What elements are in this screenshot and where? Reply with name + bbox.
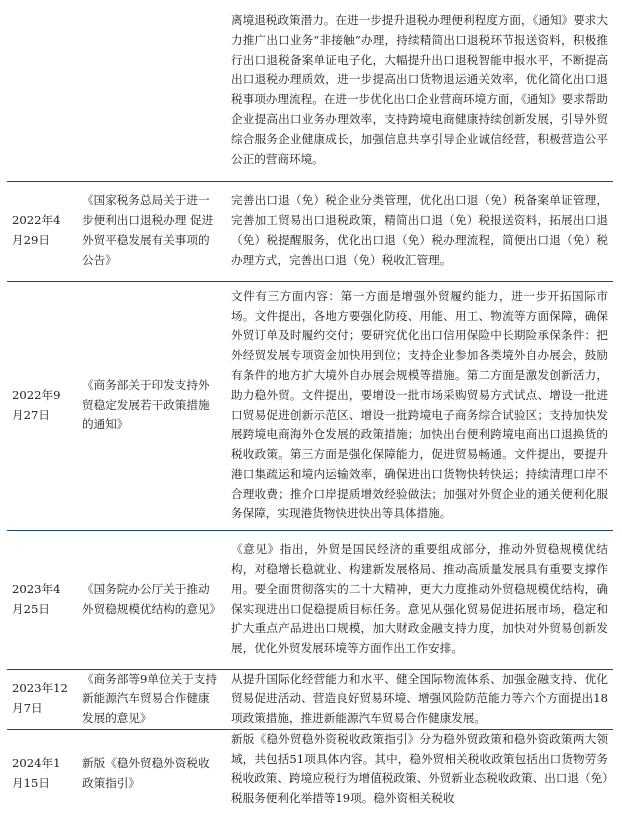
- date-cell: 2022年9月27日: [7, 281, 77, 530]
- table-row: [7, 729, 613, 817]
- document-cell: 《国家税务总局关于进一步便利出口退税办理 促进外贸平稳发展有关事项的公告》: [77, 181, 226, 281]
- table-row: [7, 669, 613, 729]
- document-cell: [77, 0, 226, 181]
- table-row: [7, 530, 613, 669]
- content-cell: 文件有三方面内容：第一方面是增强外贸履约能力，进一步开拓国际市场。文件提出，各地方要强化防疫、用能、用工、物流等方面保障，确保外贸订单及时履约交付；要研究优化出口信用保险中长期险承保条件：把外经贸发展专项资金加快用到位；支持企业参加各类境外自办展会，鼓励有条件的地方扩大境外自办展会规模等措施。第二方面是激发创新活力，助力稳外贸。文件提出，要增设一批市场采购贸易方式试点、增设一批进口贸易促进创新示范区、增设一批跨境电子商务综合试验区；支持加快发展跨境电商海外仓发展的政策措施；加快出台便利跨境电商出口退换货的税收政策。第三方面是强化保障能力，促进贸易畅通。文件提出，要提升港口集疏运和境内运输效率，确保进出口货物快转快运；持续清理口岸不合理收费；推介口岸提质增效经验做法；加强对外贸企业的通关便利化服务保障，实现港货物快进快出等具体措施。: [226, 281, 613, 530]
- document-cell: 《商务部等9单位关于支持新能源汽车贸易合作健康发展的意见》: [77, 669, 226, 729]
- table-row: [7, 181, 613, 281]
- date-cell: 2024年1月15日: [7, 729, 77, 817]
- content-cell: 完善出口退（免）税企业分类管理，优化出口退（免）税备案单证管理，完善加工贸易出口退税政策，精简出口退（免）税报送资料，拓展出口退（免）税提醒服务，优化出口退（免）税办理流程，简便出口退（免）税办理方式，完善出口退（免）税收汇管理。: [226, 181, 613, 281]
- date-cell: [7, 0, 77, 181]
- date-cell: 2023年4月25日: [7, 530, 77, 669]
- table-row: [7, 281, 613, 530]
- table-row: [7, 0, 613, 181]
- policy-table: [7, 0, 613, 817]
- content-cell: 从提升国际化经营能力和水平、健全国际物流体系、加强金融支持、优化贸易促进活动、营造良好贸易环境、增强风险防范能力等六个方面提出18项政策措施，推进新能源汽车贸易合作健康发展。: [226, 669, 613, 729]
- date-cell: 2023年12月7日: [7, 669, 77, 729]
- content-cell: 新版《稳外贸稳外资税收政策指引》分为稳外贸政策和稳外资政策两大领域，共包括51项具体内容。其中，稳外贸相关税收政策包括出口货物劳务税收政策、跨境应税行为增值税政策、外贸新业态税收政策、出口退（免）税服务便利化举措等19项。稳外资相关税收: [226, 729, 613, 817]
- date-cell: 2022年4月29日: [7, 181, 77, 281]
- document-cell: 《国务院办公厅关于推动外贸稳规模优结构的意见》: [77, 530, 226, 669]
- document-cell: 《商务部关于印发支持外贸稳定发展若干政策措施的通知》: [77, 281, 226, 530]
- document-cell: 新版《稳外贸稳外资税收政策指引》: [77, 729, 226, 817]
- content-cell: 《意见》指出，外贸是国民经济的重要组成部分，推动外贸稳规模优结构，对稳增长稳就业、构建新发展格局、推动高质量发展具有重要支撑作用。要全面贯彻落实的二十大精神，更大力度推动外贸稳规模优结构，确保实现进出口促稳提质目标任务。意见从强化贸易促进拓展市场，稳定和扩大重点产品进出口规模，加大财政金融支持力度，加快对外贸易创新发展，优化外贸发展环境等方面作出工作安排。: [226, 530, 613, 669]
- content-cell: 离境退税政策潜力。在进一步提升退税办理便利程度方面，《通知》要求大力推广出口业务“非接触”办理，持续精简出口退税环节报送资料，积极推行出口退税备案单证电子化，大幅提升出口退税智能申报水平，不断提高出口退税办理质效，进一步提高出口货物退运通关效率，优化简化出口退税事项办理流程。在进一步优化出口企业营商环境方面，《通知》要求帮助企业提高出口业务办理效率，支持跨境电商健康持续创新发展，引导外贸综合服务企业健康成长，加强信息共享引导企业诚信经营，积极营造公平公正的营商环境。: [231, 13, 608, 166]
